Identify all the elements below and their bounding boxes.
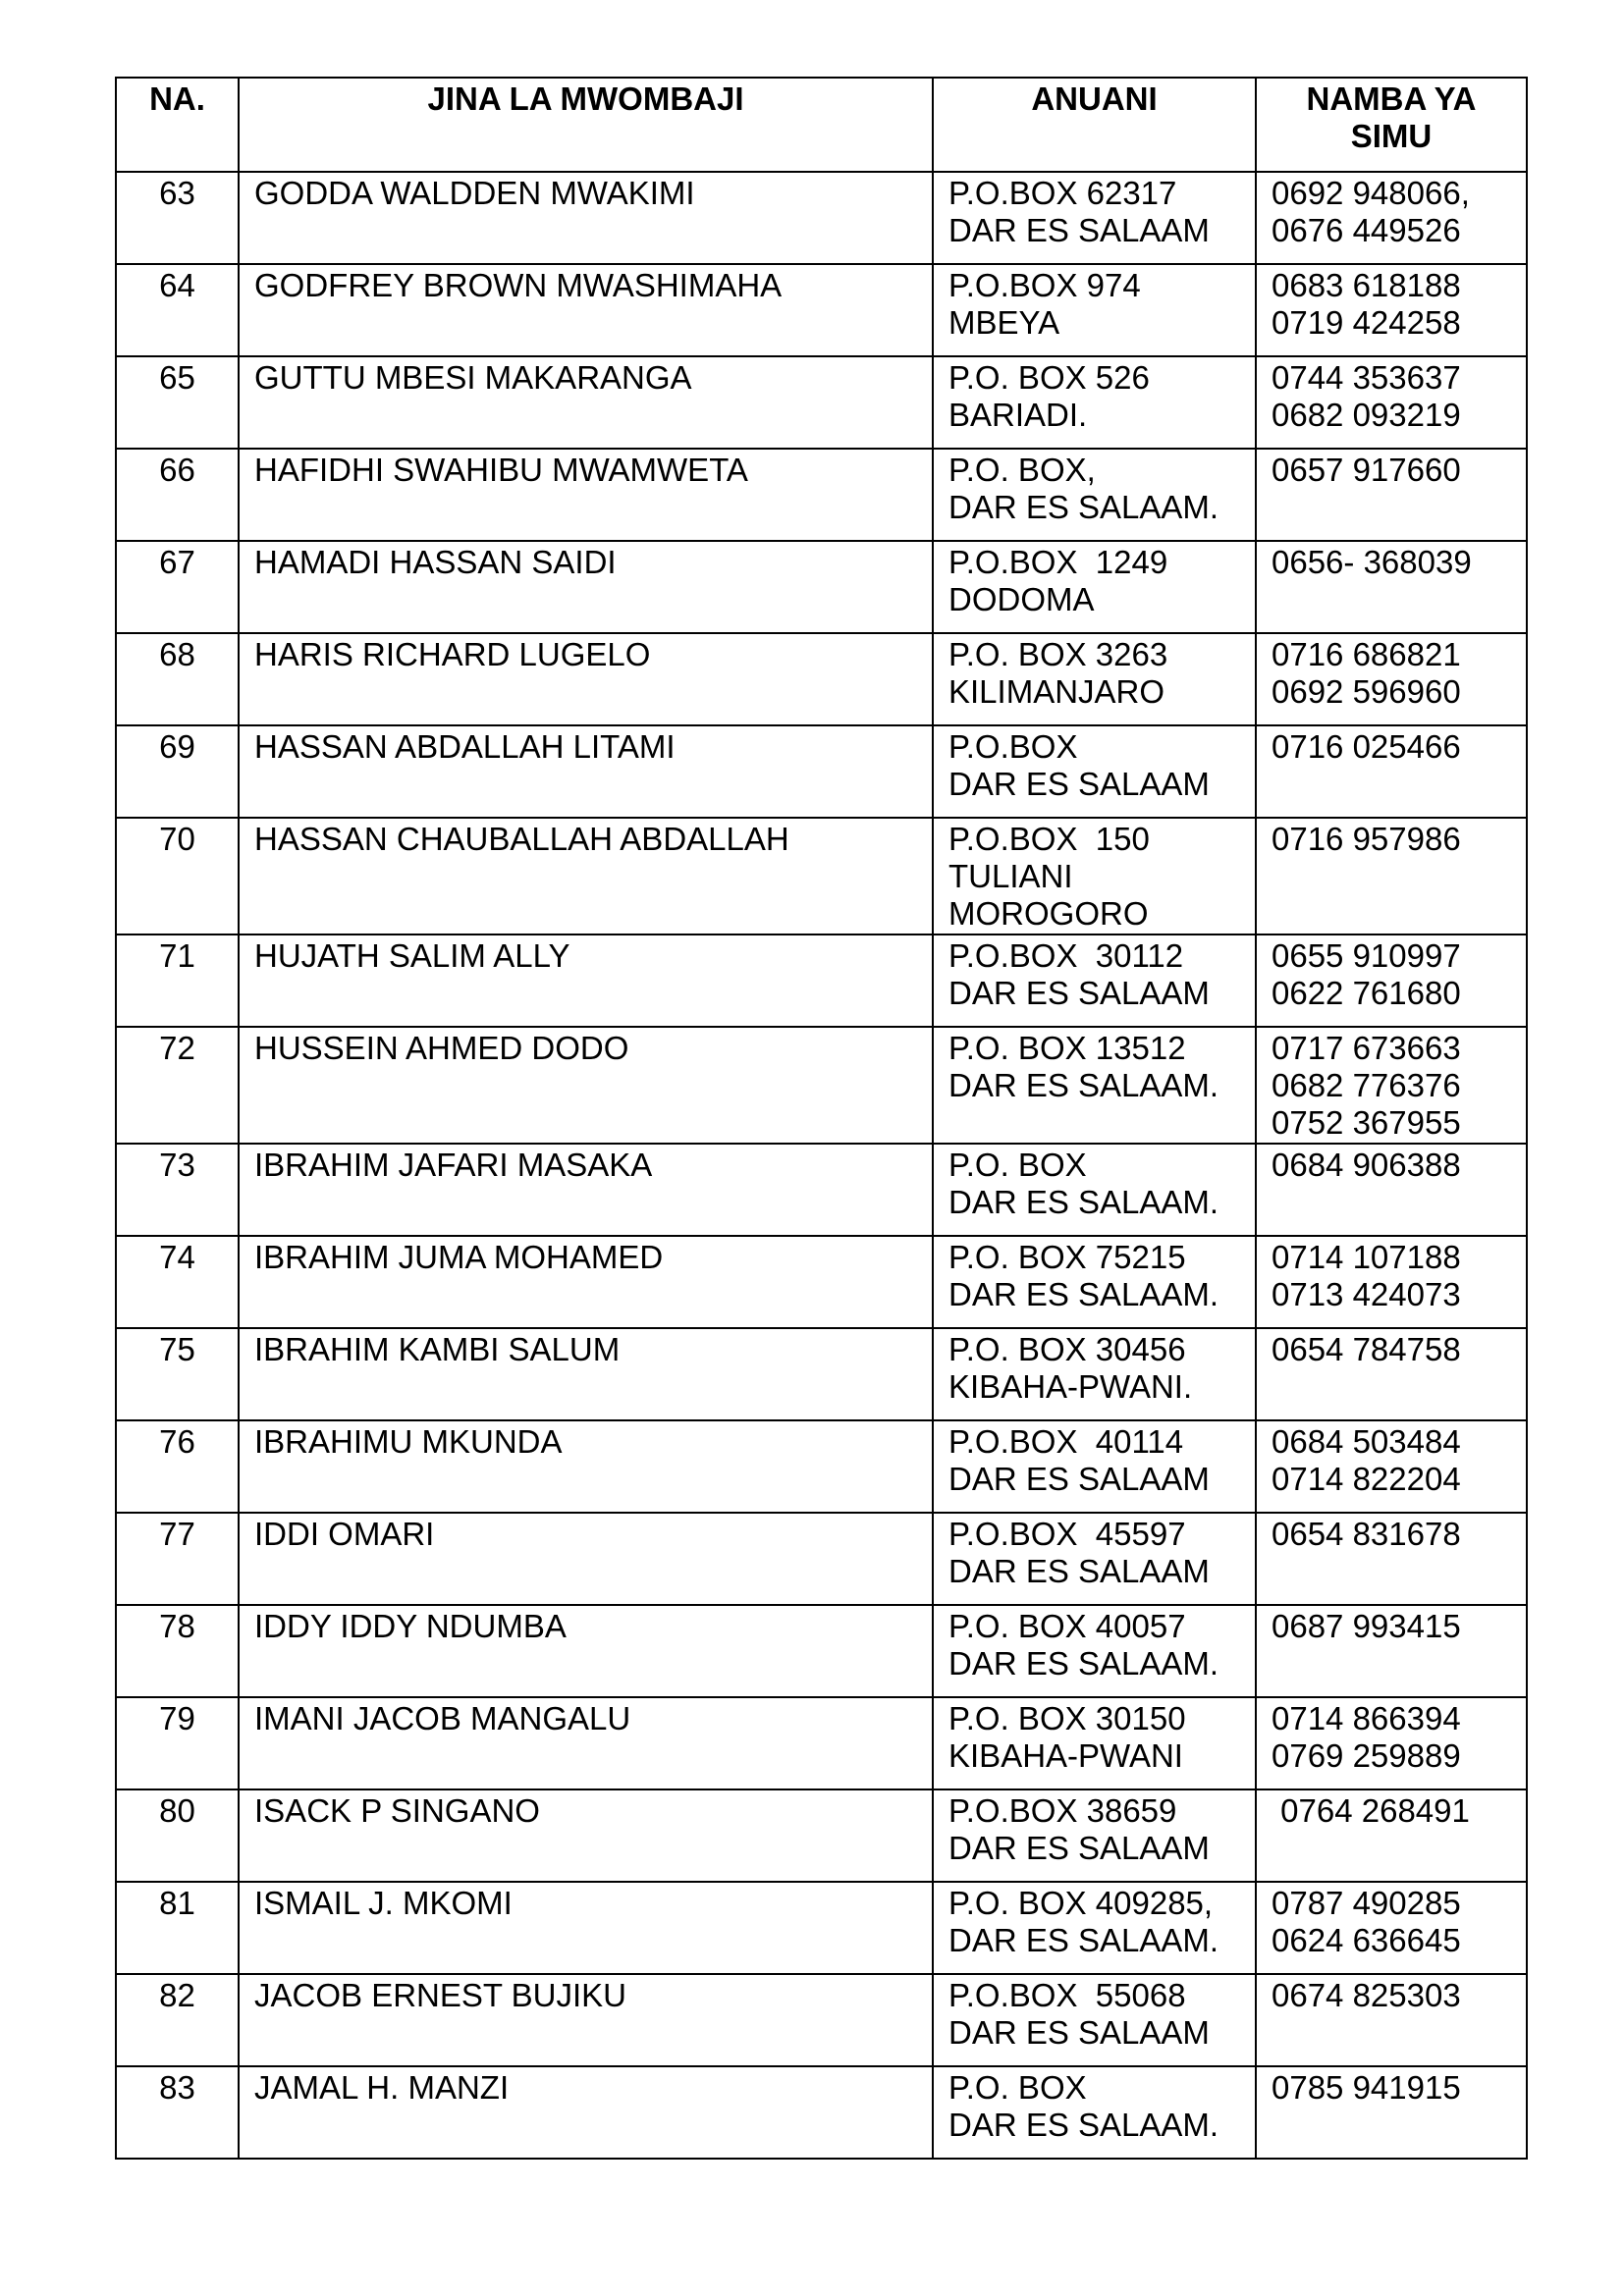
phone-number: 0676 449526 <box>1272 212 1461 248</box>
phone-number: 0654 831678 <box>1272 1516 1461 1552</box>
address-line: DAR ES SALAAM. <box>948 489 1219 525</box>
applicant-address <box>933 1513 1256 1605</box>
table-row <box>116 1513 1527 1605</box>
table-row <box>116 1974 1527 2066</box>
phone-number: 0682 093219 <box>1272 397 1461 433</box>
table-row <box>116 818 1527 934</box>
applicant-name: HAFIDHI SWAHIBU MWAMWETA <box>239 449 933 541</box>
applicant-name: GODDA WALDDEN MWAKIMI <box>239 172 933 264</box>
applicant-name: HASSAN ABDALLAH LITAMI <box>239 725 933 818</box>
table-row <box>116 725 1527 818</box>
phone-number: 0716 686821 <box>1272 636 1461 672</box>
phone-number: 0674 825303 <box>1272 1977 1461 2013</box>
applicants-table <box>115 77 1528 2160</box>
phone-number: 0716 025466 <box>1272 728 1461 765</box>
table-row <box>116 449 1527 541</box>
address-line: P.O.BOX 150 <box>948 821 1150 857</box>
address-line: DAR ES SALAAM. <box>948 1276 1219 1312</box>
address-line: P.O.BOX 40114 <box>948 1423 1184 1460</box>
row-number: 73 <box>116 1144 239 1236</box>
address-line: DAR ES SALAAM <box>948 1830 1210 1866</box>
applicant-phone <box>1256 172 1527 264</box>
applicant-phone <box>1256 1697 1527 1789</box>
header-number: NA. <box>116 78 239 172</box>
row-number: 70 <box>116 818 239 934</box>
address-line: DAR ES SALAAM <box>948 1553 1210 1589</box>
table-row <box>116 633 1527 725</box>
row-number: 74 <box>116 1236 239 1328</box>
row-number: 81 <box>116 1882 239 1974</box>
phone-number: 0769 259889 <box>1272 1737 1461 1774</box>
applicant-name: ISACK P SINGANO <box>239 1789 933 1882</box>
table-row <box>116 1328 1527 1420</box>
applicant-phone <box>1256 1513 1527 1605</box>
address-line: P.O.BOX 38659 <box>948 1792 1177 1829</box>
address-line: P.O. BOX <box>948 2069 1087 2106</box>
row-number: 82 <box>116 1974 239 2066</box>
row-number: 72 <box>116 1027 239 1144</box>
phone-number: 0692 948066, <box>1272 175 1470 211</box>
address-line: P.O. BOX 75215 <box>948 1239 1186 1275</box>
applicant-phone <box>1256 264 1527 356</box>
address-line: P.O.BOX 62317 <box>948 175 1177 211</box>
applicant-address <box>933 1420 1256 1513</box>
phone-number: 0622 761680 <box>1272 975 1461 1011</box>
address-line: KIBAHA-PWANI <box>948 1737 1183 1774</box>
applicant-address <box>933 1144 1256 1236</box>
applicant-address <box>933 1974 1256 2066</box>
applicant-address <box>933 172 1256 264</box>
applicant-name: GODFREY BROWN MWASHIMAHA <box>239 264 933 356</box>
address-line: P.O.BOX 974 <box>948 267 1141 303</box>
phone-number: 0752 367955 <box>1272 1104 1461 1141</box>
address-line: DODOMA <box>948 581 1095 617</box>
row-number: 78 <box>116 1605 239 1697</box>
applicant-name: IMANI JACOB MANGALU <box>239 1697 933 1789</box>
applicant-phone <box>1256 2066 1527 2159</box>
table-row <box>116 1789 1527 1882</box>
table-row <box>116 934 1527 1027</box>
applicant-address <box>933 449 1256 541</box>
applicant-name: IBRAHIM JUMA MOHAMED <box>239 1236 933 1328</box>
applicant-address <box>933 264 1256 356</box>
applicant-phone <box>1256 356 1527 449</box>
applicant-address <box>933 1027 1256 1144</box>
table-body <box>116 172 1527 2159</box>
address-line: MOROGORO <box>948 895 1149 932</box>
address-line: DAR ES SALAAM. <box>948 1067 1219 1103</box>
header-name: JINA LA MWOMBAJI <box>239 78 933 172</box>
phone-number: 0744 353637 <box>1272 359 1461 396</box>
address-line: DAR ES SALAAM <box>948 766 1210 802</box>
phone-number: 0714 822204 <box>1272 1461 1461 1497</box>
phone-number: 0657 917660 <box>1272 452 1461 488</box>
table-row <box>116 1420 1527 1513</box>
applicant-phone <box>1256 449 1527 541</box>
applicant-name: IDDI OMARI <box>239 1513 933 1605</box>
applicant-phone <box>1256 725 1527 818</box>
phone-number: 0687 993415 <box>1272 1608 1461 1644</box>
row-number: 64 <box>116 264 239 356</box>
address-line: DAR ES SALAAM. <box>948 1645 1219 1682</box>
table-row <box>116 1882 1527 1974</box>
address-line: DAR ES SALAAM <box>948 2014 1210 2051</box>
applicant-name: HARIS RICHARD LUGELO <box>239 633 933 725</box>
row-number: 63 <box>116 172 239 264</box>
address-line: P.O. BOX <box>948 1147 1087 1183</box>
header-phone <box>1256 78 1527 172</box>
applicant-name: HUSSEIN AHMED DODO <box>239 1027 933 1144</box>
row-number: 65 <box>116 356 239 449</box>
phone-number: 0655 910997 <box>1272 937 1461 974</box>
address-line: DAR ES SALAAM <box>948 212 1210 248</box>
header-phone-line1: NAMBA YA <box>1306 80 1477 117</box>
applicant-phone <box>1256 633 1527 725</box>
row-number: 75 <box>116 1328 239 1420</box>
phone-number: 0684 503484 <box>1272 1423 1461 1460</box>
phone-number: 0654 784758 <box>1272 1331 1461 1367</box>
applicant-address <box>933 1882 1256 1974</box>
applicant-address <box>933 934 1256 1027</box>
applicant-phone <box>1256 1605 1527 1697</box>
phone-number: 0764 268491 <box>1272 1792 1470 1829</box>
phone-number: 0684 906388 <box>1272 1147 1461 1183</box>
address-line: P.O. BOX 30150 <box>948 1700 1186 1736</box>
phone-number: 0714 107188 <box>1272 1239 1461 1275</box>
applicant-phone <box>1256 1420 1527 1513</box>
address-line: P.O. BOX 40057 <box>948 1608 1186 1644</box>
applicant-phone <box>1256 1144 1527 1236</box>
row-number: 69 <box>116 725 239 818</box>
applicant-phone <box>1256 1882 1527 1974</box>
applicant-address <box>933 1697 1256 1789</box>
address-line: MBEYA <box>948 304 1060 341</box>
applicant-name: JACOB ERNEST BUJIKU <box>239 1974 933 2066</box>
table-row <box>116 172 1527 264</box>
phone-number: 0683 618188 <box>1272 267 1461 303</box>
table-row <box>116 1144 1527 1236</box>
table-row <box>116 1697 1527 1789</box>
applicant-phone <box>1256 1328 1527 1420</box>
applicant-name: HAMADI HASSAN SAIDI <box>239 541 933 633</box>
applicant-name: IBRAHIMU MKUNDA <box>239 1420 933 1513</box>
applicant-phone <box>1256 1236 1527 1328</box>
row-number: 66 <box>116 449 239 541</box>
applicant-address <box>933 1328 1256 1420</box>
address-line: P.O.BOX 30112 <box>948 937 1184 974</box>
address-line: KILIMANJARO <box>948 673 1165 710</box>
address-line: P.O.BOX 45597 <box>948 1516 1186 1552</box>
address-line: P.O. BOX 3263 <box>948 636 1168 672</box>
row-number: 77 <box>116 1513 239 1605</box>
applicant-address <box>933 633 1256 725</box>
table-row <box>116 356 1527 449</box>
address-line: P.O. BOX 30456 <box>948 1331 1186 1367</box>
row-number: 83 <box>116 2066 239 2159</box>
table-row <box>116 541 1527 633</box>
address-line: DAR ES SALAAM <box>948 975 1210 1011</box>
table-row <box>116 1027 1527 1144</box>
row-number: 80 <box>116 1789 239 1882</box>
table-row <box>116 2066 1527 2159</box>
phone-number: 0656- 368039 <box>1272 544 1472 580</box>
address-line: KIBAHA-PWANI. <box>948 1368 1193 1405</box>
phone-number: 0719 424258 <box>1272 304 1461 341</box>
address-line: P.O. BOX, <box>948 452 1096 488</box>
address-line: DAR ES SALAAM. <box>948 2107 1219 2143</box>
row-number: 68 <box>116 633 239 725</box>
address-line: BARIADI. <box>948 397 1088 433</box>
header-row <box>116 78 1527 172</box>
address-line: P.O.BOX 1249 <box>948 544 1168 580</box>
address-line: P.O.BOX 55068 <box>948 1977 1186 2013</box>
applicant-address <box>933 1789 1256 1882</box>
phone-number: 0682 776376 <box>1272 1067 1461 1103</box>
row-number: 71 <box>116 934 239 1027</box>
applicant-name: IDDY IDDY NDUMBA <box>239 1605 933 1697</box>
applicant-name: HUJATH SALIM ALLY <box>239 934 933 1027</box>
applicant-phone <box>1256 541 1527 633</box>
applicant-name: ISMAIL J. MKOMI <box>239 1882 933 1974</box>
address-line: TULIANI <box>948 858 1073 894</box>
address-line: P.O. BOX 409285, <box>948 1885 1214 1921</box>
applicant-address <box>933 725 1256 818</box>
phone-number: 0692 596960 <box>1272 673 1461 710</box>
applicant-address <box>933 818 1256 934</box>
address-line: DAR ES SALAAM. <box>948 1922 1219 1958</box>
applicant-name: GUTTU MBESI MAKARANGA <box>239 356 933 449</box>
address-line: DAR ES SALAAM. <box>948 1184 1219 1220</box>
applicant-name: IBRAHIM JAFARI MASAKA <box>239 1144 933 1236</box>
applicant-name: IBRAHIM KAMBI SALUM <box>239 1328 933 1420</box>
applicant-name: HASSAN CHAUBALLAH ABDALLAH <box>239 818 933 934</box>
applicant-address <box>933 1605 1256 1697</box>
table-header <box>116 78 1527 172</box>
row-number: 67 <box>116 541 239 633</box>
applicant-name: JAMAL H. MANZI <box>239 2066 933 2159</box>
applicant-phone <box>1256 1789 1527 1882</box>
phone-number: 0624 636645 <box>1272 1922 1461 1958</box>
applicant-phone <box>1256 1027 1527 1144</box>
applicant-address <box>933 2066 1256 2159</box>
applicant-phone <box>1256 934 1527 1027</box>
address-line: P.O.BOX <box>948 728 1078 765</box>
applicant-address <box>933 356 1256 449</box>
phone-number: 0714 866394 <box>1272 1700 1461 1736</box>
header-phone-line2: SIMU <box>1350 118 1433 154</box>
header-address: ANUANI <box>933 78 1256 172</box>
row-number: 79 <box>116 1697 239 1789</box>
address-line: DAR ES SALAAM <box>948 1461 1210 1497</box>
applicant-address <box>933 541 1256 633</box>
table-row <box>116 1605 1527 1697</box>
phone-number: 0713 424073 <box>1272 1276 1461 1312</box>
applicant-address <box>933 1236 1256 1328</box>
applicant-phone <box>1256 818 1527 934</box>
table-row <box>116 264 1527 356</box>
table-row <box>116 1236 1527 1328</box>
phone-number: 0787 490285 <box>1272 1885 1461 1921</box>
address-line: P.O. BOX 526 <box>948 359 1150 396</box>
row-number: 76 <box>116 1420 239 1513</box>
phone-number: 0717 673663 <box>1272 1030 1461 1066</box>
phone-number: 0716 957986 <box>1272 821 1461 857</box>
phone-number: 0785 941915 <box>1272 2069 1461 2106</box>
address-line: P.O. BOX 13512 <box>948 1030 1186 1066</box>
applicant-phone <box>1256 1974 1527 2066</box>
